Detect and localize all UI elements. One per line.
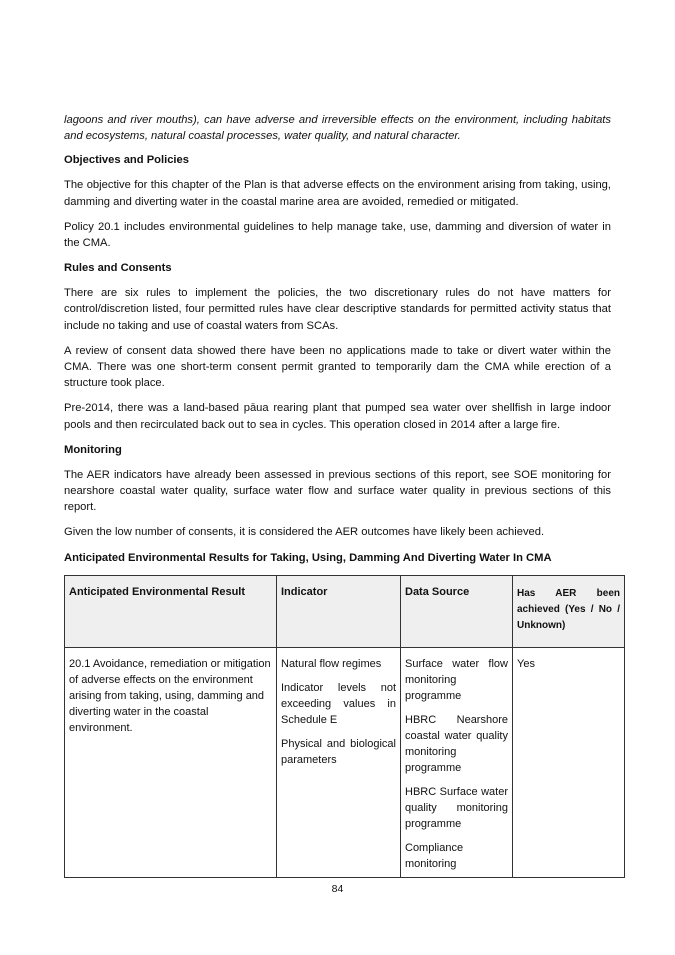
header-indicator: Indicator — [277, 575, 401, 647]
table-header-row — [65, 575, 625, 647]
page-content — [64, 112, 620, 878]
intro-continuation: lagoons and river mouths), can have adverse and irreversible effects on the environment, including habitats and ecosystems, natural coastal processes, water quality, and natural character. — [64, 114, 611, 143]
source-item: HBRC Surface water quality monitoring programme — [405, 785, 508, 830]
table-row — [65, 647, 625, 877]
paua-plant-paragraph: Pre-2014, there was a land-based pāua rearing plant that pumped sea water over shellfish in large indoor pools and then recirculated back out to sea in cycles. This operation closed in 2014 after a large fire. — [64, 402, 611, 431]
result-text: 20.1 Avoidance, remediation or mitigation of adverse effects on the environment arising from taking, using, damming and diverting water in the coastal environment. — [69, 657, 271, 734]
rules-paragraph: There are six rules to implement the policies, the two discretionary rules do not have matters for control/discretion listed, four permitted rules have clear descriptive standards for permitted activity status that include no taking and use of coastal waters from SCAs. — [64, 287, 611, 332]
cell-achieved — [513, 647, 625, 877]
indicator-item: Indicator levels not exceeding values in Schedule E — [281, 681, 396, 726]
rules-heading: Rules and Consents — [64, 262, 172, 275]
objectives-paragraph: The objective for this chapter of the Plan is that adverse effects on the environment arising from taking, using, damming and diverting water in the coastal marine area are avoided, remedied or mitigated. — [64, 179, 611, 208]
objectives-heading: Objectives and Policies — [64, 154, 189, 167]
cell-data-source — [401, 647, 513, 877]
header-achieved: Has AER been achieved (Yes / No / Unknown) — [513, 575, 625, 647]
cell-result — [65, 647, 277, 877]
consent-review-paragraph: A review of consent data showed there have been no applications made to take or divert water within the CMA. There was one short-term consent permit granted to temporarily dam the CMA while erection of a structure took place. — [64, 344, 611, 390]
header-result: Anticipated Environmental Result — [65, 575, 277, 647]
page-number: 84 — [331, 883, 344, 895]
conclusion-paragraph: Given the low number of consents, it is considered the AER outcomes have likely been achieved. — [64, 526, 545, 539]
source-item: Compliance monitoring — [405, 841, 464, 870]
monitoring-heading: Monitoring — [64, 443, 122, 456]
indicator-item: Natural flow regimes — [281, 657, 382, 670]
source-item: HBRC Nearshore coastal water quality monitoring programme — [405, 713, 508, 774]
cell-indicator — [277, 647, 401, 877]
achieved-value: Yes — [517, 657, 535, 670]
indicator-item: Physical and biological parameters — [281, 737, 396, 766]
monitoring-paragraph: The AER indicators have already been assessed in previous sections of this report, see SOE monitoring for nearshore coastal water quality, surface water flow and surface water quality in previous sections of this report. — [64, 468, 611, 514]
aer-table — [64, 575, 625, 878]
policy-paragraph: Policy 20.1 includes environmental guidelines to help manage take, use, damming and diversion of water in the CMA. — [64, 220, 611, 250]
table-title: Anticipated Environmental Results for Taking, Using, Damming And Diverting Water In CMA — [64, 551, 552, 564]
source-item: Surface water flow monitoring programme — [405, 657, 508, 702]
header-data-source: Data Source — [401, 575, 513, 647]
